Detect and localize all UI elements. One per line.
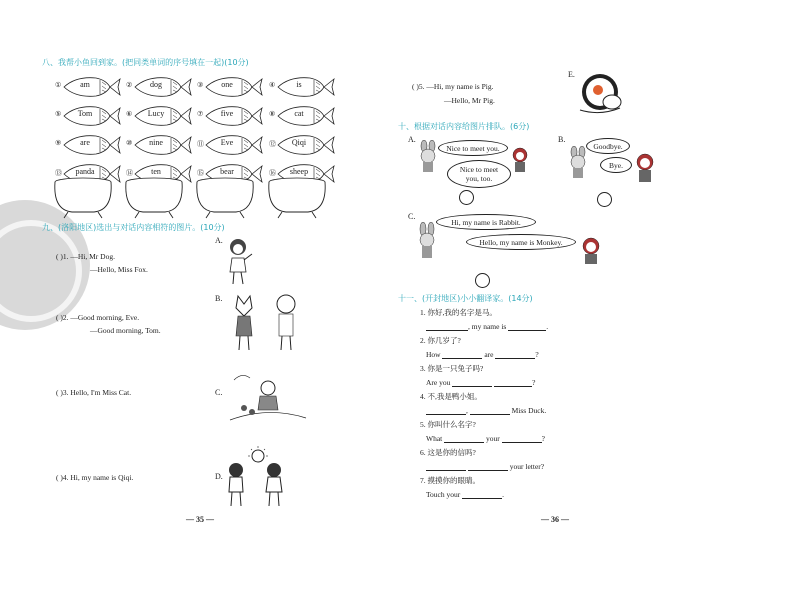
blank[interactable] — [495, 349, 535, 359]
translate-3-text-a: Are you — [426, 378, 451, 387]
fish-number: ⑬ — [55, 169, 62, 177]
translate-6-text-a: your letter? — [509, 462, 545, 471]
fish-word: Lucy — [147, 109, 165, 118]
fish-word: sheep — [289, 167, 309, 176]
fish-number: ⑧ — [269, 110, 276, 118]
blank[interactable] — [442, 349, 482, 359]
question-5-line-2: —Hello, Mr Pig. — [444, 96, 495, 105]
translate-2-chinese: 2. 你几岁了? — [420, 336, 461, 345]
fish-card — [270, 76, 336, 96]
scene-label-c: C. — [408, 212, 416, 221]
translate-7-text-a: Touch your — [426, 490, 461, 499]
picture-label-a: A. — [215, 236, 223, 245]
fish-word: nine — [149, 138, 163, 147]
fish-word: ten — [151, 167, 161, 176]
speech-bubble-c2: Hello, my name is Monkey. — [466, 234, 576, 250]
fishbowl-icon — [192, 176, 258, 220]
blank[interactable] — [508, 321, 549, 331]
fish-number: ② — [126, 81, 133, 89]
section-10-title: 十、根据对话内容给图片排队。(6分) — [398, 122, 530, 131]
fish-number: ⑮ — [197, 169, 204, 177]
fish-number: ⑥ — [126, 110, 133, 118]
translate-2-text-a: How — [426, 350, 441, 359]
fish-word: five — [220, 109, 234, 118]
speech-bubble-c1: Hi, my name is Rabbit. — [436, 214, 536, 230]
translate-7-text-b: . — [502, 490, 505, 499]
speech-bubble-a2-line-1: Nice to meet — [459, 165, 499, 174]
blank[interactable] — [452, 377, 492, 387]
question-2-line-1: ( )2. —Good morning, Eve. — [56, 313, 140, 322]
fish-card — [127, 105, 193, 125]
fish-word: panda — [75, 167, 95, 176]
scene-c-monkey — [578, 236, 604, 266]
picture-label-d: D. — [215, 472, 223, 481]
fishbowl-icon — [121, 176, 187, 220]
translate-5-text-b: your — [486, 434, 500, 443]
translate-4-text-a: , — [466, 406, 468, 415]
blank[interactable] — [462, 489, 505, 499]
section-8-title: 八、我帮小鱼回到家。(把同类单词的序号填在一起)(10分) — [42, 58, 249, 67]
translate-1-text-b: . — [546, 322, 549, 331]
scene-b-rabbit — [566, 146, 592, 182]
fish-word: cat — [294, 109, 304, 118]
answer-circle-b[interactable] — [597, 192, 612, 207]
question-1-line-2: —Hello, Miss Fox. — [90, 265, 148, 274]
question-5-line-1: ( )5. —Hi, my name is Pig. — [412, 82, 494, 91]
page-number-right: — 36 — — [541, 515, 569, 524]
fish-card — [270, 134, 336, 154]
translate-6-answer — [426, 461, 544, 471]
blank[interactable] — [426, 461, 466, 471]
fish-card — [56, 105, 122, 125]
fishbowl-icon — [50, 176, 116, 220]
fish-word: is — [296, 80, 302, 89]
blank[interactable] — [494, 377, 532, 387]
fish-word: Tom — [77, 109, 93, 118]
speech-bubble-a2-line-2: you, too. — [465, 174, 493, 183]
fish-word: bear — [220, 167, 234, 176]
fish-card — [56, 76, 122, 96]
fish-word: am — [80, 80, 90, 89]
fish-word: Qiqi — [291, 138, 307, 147]
fish-number: ③ — [197, 81, 204, 89]
scene-label-a: A. — [408, 135, 416, 144]
translate-4-chinese: 4. 不,我是鸭小姐。 — [420, 392, 482, 401]
picture-label-b: B. — [215, 294, 223, 303]
question-4: ( )4. Hi, my name is Qiqi. — [56, 473, 134, 482]
fish-number: ④ — [269, 81, 276, 89]
fish-number: ⑫ — [269, 140, 276, 148]
fish-word: one — [221, 80, 233, 89]
fish-card — [127, 76, 193, 96]
fish-card — [56, 134, 122, 154]
blank[interactable] — [426, 405, 466, 415]
scene-label-b: B. — [558, 135, 566, 144]
fishbowl[interactable] — [50, 176, 116, 218]
page-number-left: — 35 — — [186, 515, 214, 524]
picture-e-pig-cartoon — [576, 72, 630, 116]
blank[interactable] — [426, 321, 468, 331]
fish-card — [198, 76, 264, 96]
speech-bubble-b2: Bye. — [600, 157, 632, 173]
fish-number: ⑯ — [269, 169, 276, 177]
fish-card — [198, 105, 264, 125]
translate-5-chinese: 5. 你叫什么名字? — [420, 420, 476, 429]
fish-word: are — [80, 138, 90, 147]
question-2-line-2: —Good morning, Tom. — [90, 326, 161, 335]
speech-bubble-a1: Nice to meet you. — [438, 140, 508, 156]
translate-1-chinese: 1. 你好,我的名字是马。 — [420, 308, 497, 317]
picture-label-e: E. — [568, 70, 575, 79]
translate-3-chinese: 3. 你是一只兔子吗? — [420, 364, 484, 373]
picture-c-cat-scene — [228, 358, 308, 426]
speech-bubble-a2 — [447, 160, 511, 188]
fish-card — [198, 134, 264, 154]
translate-5-answer — [426, 433, 545, 443]
translate-5-text-c: ? — [541, 434, 545, 443]
fish-number: ⑨ — [55, 139, 62, 147]
translate-3-answer — [426, 377, 535, 387]
fishbowl-icon — [264, 176, 330, 220]
translate-7-chinese: 7. 摸摸你的眼睛。 — [420, 476, 480, 485]
fish-number: ⑪ — [197, 140, 204, 148]
translate-2-answer — [426, 349, 539, 359]
fishbowl[interactable] — [192, 176, 258, 218]
blank[interactable] — [470, 405, 510, 415]
picture-a-girl — [224, 236, 260, 286]
fish-number: ⑦ — [197, 110, 204, 118]
translate-1-text-a: , my name is — [468, 322, 507, 331]
translate-4-answer — [426, 405, 546, 415]
translate-5-text-a: What — [426, 434, 443, 443]
fishbowl[interactable] — [264, 176, 330, 218]
speech-bubble-b1: Goodbye. — [586, 138, 630, 154]
scene-b-monkey — [632, 152, 658, 184]
fish-card — [127, 134, 193, 154]
fish-number: ⑩ — [126, 139, 133, 147]
fish-card — [270, 105, 336, 125]
translate-7-answer — [426, 489, 504, 499]
fish-word: dog — [150, 80, 162, 89]
picture-label-c: C. — [215, 388, 223, 397]
blank[interactable] — [468, 461, 508, 471]
fish-number: ⑭ — [126, 169, 133, 177]
picture-b-fox-and-dog — [230, 292, 310, 354]
translate-3-text-b: ? — [532, 378, 536, 387]
answer-circle-a[interactable] — [459, 190, 474, 205]
question-1-line-1: ( )1. —Hi, Mr Dog. — [56, 252, 115, 261]
fish-number: ① — [55, 81, 62, 89]
question-3: ( )3. Hello, I'm Miss Cat. — [56, 388, 132, 397]
translate-6-chinese: 6. 这是你的信吗? — [420, 448, 476, 457]
section-9-title: 九、(洛阳地区)选出与对话内容相符的图片。(10分) — [42, 223, 225, 232]
fish-word: Eve — [220, 138, 234, 147]
blank[interactable] — [444, 433, 484, 443]
translate-2-text-c: ? — [535, 350, 539, 359]
picture-d-kids-with-sun — [222, 446, 292, 508]
section-11-title: 十一、(开封地区)小小翻译家。(14分) — [398, 294, 533, 303]
fishbowl[interactable] — [121, 176, 187, 218]
translate-4-text-b: Miss Duck. — [511, 406, 547, 415]
blank[interactable] — [502, 433, 542, 443]
answer-circle-c[interactable] — [475, 273, 490, 288]
fish-number: ⑤ — [55, 110, 62, 118]
scene-a-monkey — [508, 146, 532, 174]
translate-2-text-b: are — [484, 350, 494, 359]
translate-1-answer — [426, 321, 548, 331]
scene-c-rabbit — [414, 222, 442, 260]
